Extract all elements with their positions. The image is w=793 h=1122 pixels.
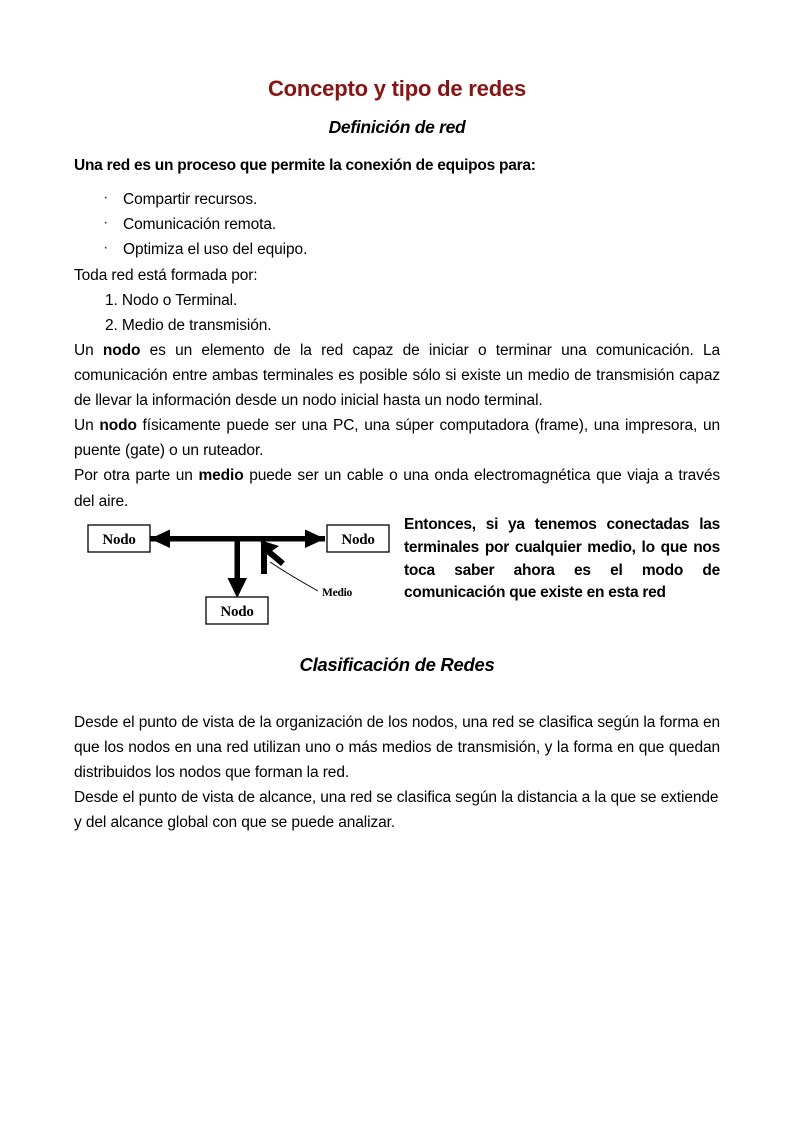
paragraph-node-definition (74, 338, 720, 413)
medium-label: Medio (322, 586, 353, 599)
node-right-label: Nodo (341, 531, 375, 548)
node-bottom-label: Nodo (220, 603, 254, 620)
node-box-right (327, 525, 389, 552)
subtitle-definicion-de-red: Definición de red (328, 117, 466, 138)
bold-wrap-text: Entonces, si ya tenemos conectadas las terminales por cualquier medio, lo que nos toca saber ahora es el modo de comunicación que existe en esta red (404, 515, 720, 602)
emphasis-nodo: nodo (102, 341, 141, 359)
medium-leader-line (270, 562, 318, 591)
list-item: · Optimiza el uso del equipo. (74, 237, 720, 262)
text-run: físicamente puede ser una PC, una súper computadora (frame), una impresora, un puente (gate) o un ruteador. (74, 417, 720, 460)
paragraph-classification-organization: Desde el punto de vista de la organización de los nodos, una red se clasifica según la forma en que los nodos en una red utilizan uno o más medios de transmisión, y la forma en que quedan distribuidos los nodos que forman la red. (74, 713, 720, 782)
spacer (74, 632, 720, 654)
paragraph-with-diagram (74, 514, 720, 632)
list-item: · Comunicación remota. (74, 212, 720, 237)
benefits-bullet-list (74, 187, 720, 262)
paragraph-medium-definition (74, 463, 720, 513)
paragraph-classification-scope: Desde el punto de vista de alcance, una red se clasifica según la distancia a la que se extiende y del alcance global con que se puede analizar. (74, 789, 719, 832)
arrowhead-right-icon (305, 529, 325, 548)
document-content (74, 76, 720, 835)
spacer (74, 676, 720, 710)
text-run: Un (74, 417, 100, 435)
page-title: Concepto y tipo de redes (267, 76, 527, 101)
list-item: · Compartir recursos. (74, 187, 720, 212)
arrowhead-down-icon (228, 578, 248, 598)
node-box-bottom (206, 597, 268, 624)
text-run: puede ser un cable o una onda electromagnética que viaja a través del aire. (74, 467, 720, 510)
arrowhead-left-icon (150, 529, 170, 548)
list-item: 1. Nodo o Terminal. (105, 291, 238, 309)
emphasis-medio: medio (198, 467, 244, 485)
paragraph-node-physical (74, 413, 720, 463)
node-left-label: Nodo (102, 531, 136, 548)
text-run: es un elemento de la red capaz de iniciar o terminar una comunicación. La comunicación entre ambas terminales es posible sólo si existe un medio de transmisión capaz de llevar la información desde un nodo inicial hasta un nodo terminal. (74, 341, 720, 410)
node-box-left (88, 525, 150, 552)
emphasis-nodo: nodo (99, 417, 137, 435)
diagram-container (74, 520, 404, 632)
lead-paragraph: Una red es un proceso que permite la conexión de equipos para: (74, 157, 536, 175)
section-title-clasificacion: Clasificación de Redes (299, 653, 495, 675)
text-run: Por otra parte un (74, 467, 199, 485)
components-numbered-list (74, 288, 720, 338)
list-item: 2. Medio de transmisión. (105, 316, 272, 334)
network-nodes-diagram (74, 520, 404, 632)
formed-by-intro: Toda red está formada por: (74, 266, 258, 284)
text-run: Un (74, 341, 103, 359)
